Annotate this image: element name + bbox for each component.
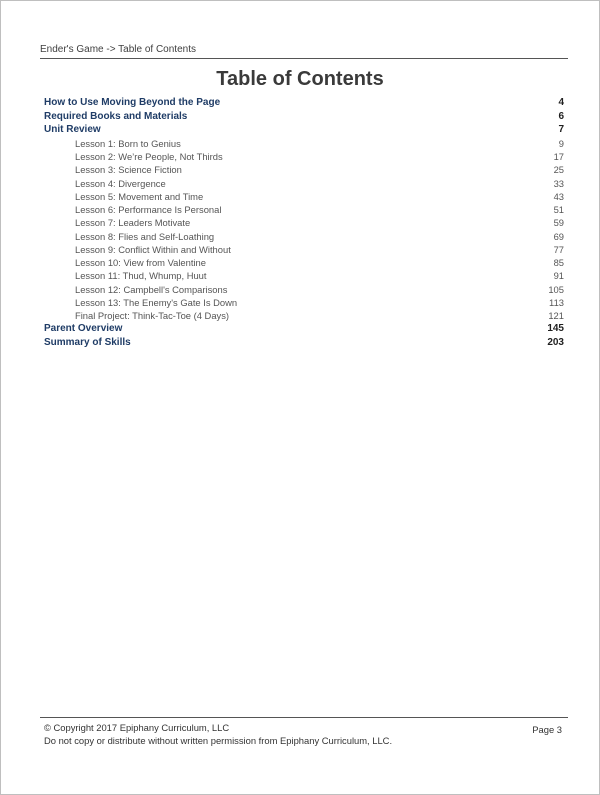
footer-divider [40,717,568,718]
toc-entry-summary-of-skills[interactable] [44,336,564,350]
toc-entry-lesson-3[interactable] [44,163,564,176]
toc-entry-parent-overview[interactable] [44,322,564,336]
toc-entry-how-to-use[interactable] [44,96,564,110]
toc-entry-lesson-9[interactable] [44,243,564,256]
toc-entry-label: Lesson 11: Thud, Whump, Huut [75,270,207,282]
toc-entry-page: 113 [549,296,564,308]
table-of-contents [44,96,564,349]
toc-entry-page: 51 [553,204,564,216]
toc-entry-page: 77 [553,243,564,255]
toc-entry-lesson-2[interactable] [44,150,564,163]
toc-entry-lesson-1[interactable] [44,137,564,150]
toc-entry-page: 33 [553,177,564,189]
toc-entry-label: Lesson 5: Movement and Time [75,190,204,202]
page-title: Table of Contents [216,68,384,90]
toc-entry-final-project[interactable] [44,309,564,322]
toc-entry-label: Lesson 9: Conflict Within and Without [75,243,231,255]
toc-entry-label: Summary of Skills [44,336,131,348]
toc-entry-label: Lesson 12: Campbell's Comparisons [75,283,228,295]
toc-entry-label: Lesson 2: We’re People, Not Thirds [75,151,223,163]
toc-entry-lesson-10[interactable] [44,256,564,269]
toc-entry-label: How to Use Moving Beyond the Page [44,97,221,108]
footer-copyright [44,722,392,747]
toc-entry-label: Lesson 8: Flies and Self-Loathing [75,230,215,242]
toc-entry-page: 105 [548,283,564,295]
toc-entry-page: 4 [558,97,564,108]
toc-entry-lesson-11[interactable] [44,269,564,282]
toc-entry-page: 85 [553,257,564,269]
toc-entry-page: 25 [553,164,564,176]
toc-entry-label: Lesson 13: The Enemy's Gate Is Down [75,296,238,308]
toc-entry-label: Lesson 6: Performance Is Personal [75,204,222,216]
running-header: Ender's Game -> Table of Contents [40,44,568,59]
copy-notice-line: Do not copy or distribute without written permission from Epiphany Curriculum, LLC. [44,734,393,746]
toc-entry-page: 43 [553,190,564,202]
toc-entry-page: 69 [553,230,564,242]
toc-entry-lesson-7[interactable] [44,216,564,229]
toc-entry-lesson-12[interactable] [44,283,564,296]
toc-entry-lesson-8[interactable] [44,230,564,243]
toc-entry-lesson-4[interactable] [44,177,564,190]
toc-entry-label: Lesson 7: Leaders Motivate [75,217,191,229]
toc-entry-label: Required Books and Materials [44,110,188,122]
toc-entry-page: 7 [558,124,564,136]
toc-entry-label: Lesson 4: Divergence [75,177,166,189]
toc-entry-page: 121 [548,310,564,322]
toc-entry-page: 91 [553,270,564,282]
toc-entry-label: Final Project: Think-Tac-Toe (4 Days) [75,310,230,322]
copyright-line: © Copyright 2017 Epiphany Curriculum, LLC [44,722,230,733]
toc-entry-lesson-6[interactable] [44,203,564,216]
toc-entry-page: 59 [553,217,564,229]
toc-entry-lesson-5[interactable] [44,190,564,203]
toc-entry-label: Lesson 3: Science Fiction [75,164,182,176]
toc-entry-label: Parent Overview [44,323,123,335]
toc-entry-label: Lesson 1: Born to Genius [75,137,181,149]
toc-entry-page: 9 [558,137,564,149]
toc-entry-required-books[interactable] [44,110,564,124]
toc-entry-page: 145 [547,323,564,335]
toc-entry-page: 17 [553,151,564,163]
toc-entry-page: 6 [558,110,564,122]
toc-entry-page: 203 [547,336,564,348]
toc-entry-unit-review[interactable] [44,123,564,137]
page-number: Page 3 [532,724,562,735]
toc-entry-label: Lesson 10: View from Valentine [75,257,206,269]
toc-entry-lesson-13[interactable] [44,296,564,309]
toc-entry-label: Unit Review [44,124,101,136]
